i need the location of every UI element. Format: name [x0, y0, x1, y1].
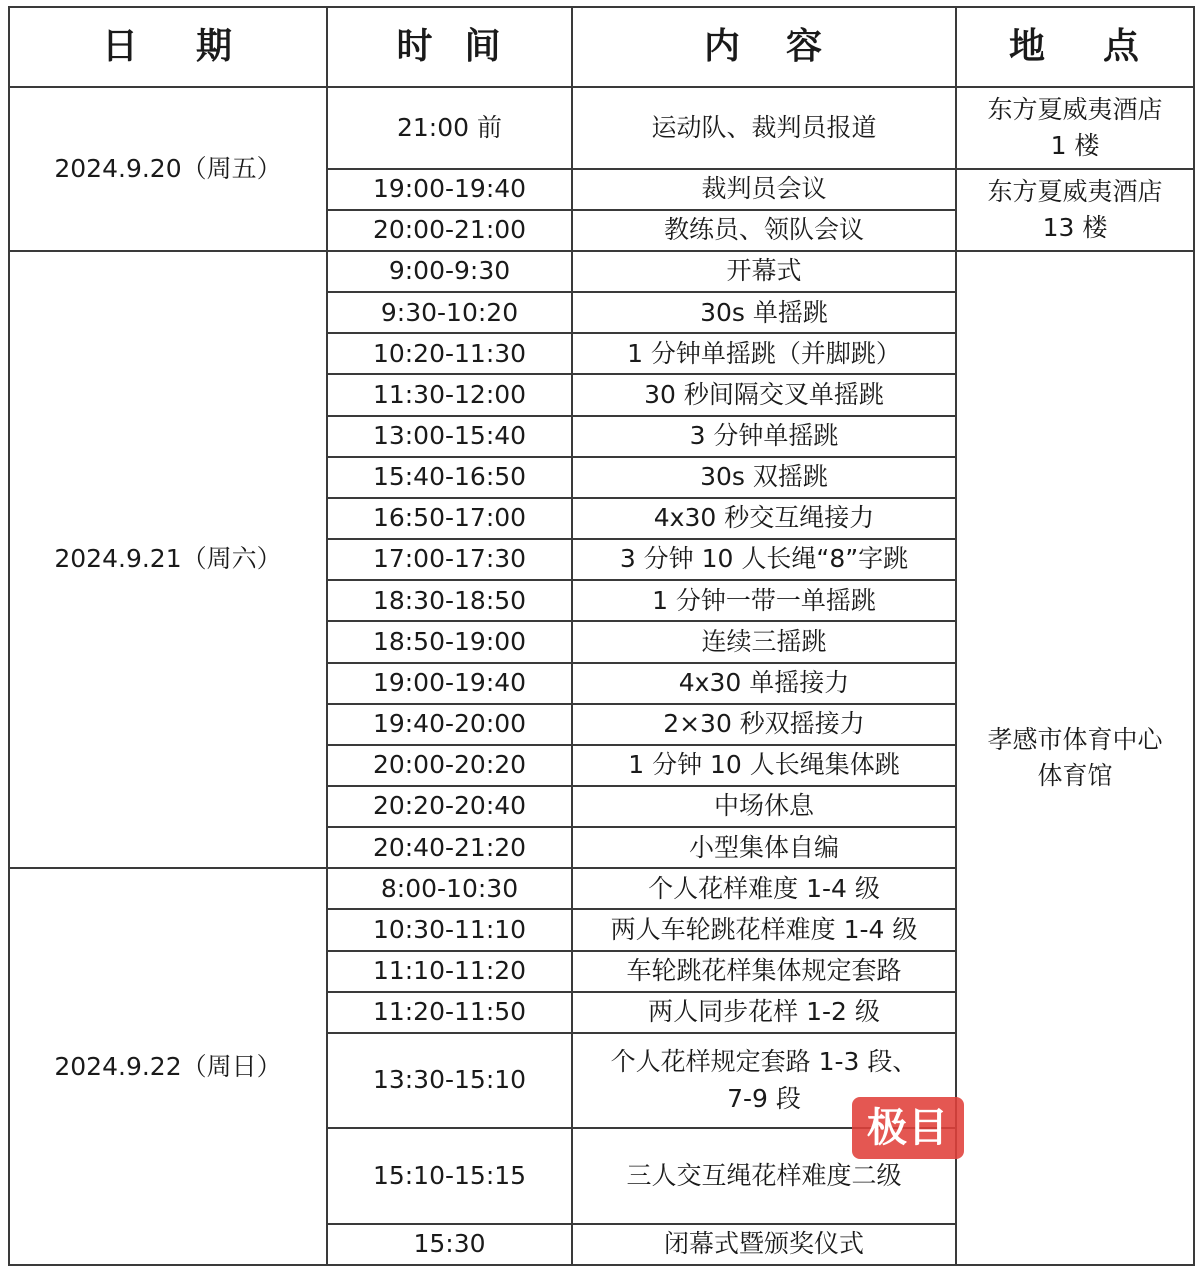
header-time: 时 间 — [327, 7, 572, 87]
time-cell: 20:00-21:00 — [327, 210, 572, 251]
content-cell: 中场休息 — [572, 786, 956, 827]
content-cell: 1 分钟单摇跳（并脚跳） — [572, 333, 956, 374]
content-cell: 裁判员会议 — [572, 169, 956, 210]
content-cell: 三人交互绳花样难度二级 — [572, 1128, 956, 1223]
time-cell: 18:50-19:00 — [327, 621, 572, 662]
time-cell: 17:00-17:30 — [327, 539, 572, 580]
time-cell: 15:10-15:15 — [327, 1128, 572, 1223]
header-date: 日 期 — [9, 7, 327, 87]
time-cell: 11:10-11:20 — [327, 951, 572, 992]
content-cell: 4x30 秒交互绳接力 — [572, 498, 956, 539]
header-place: 地 点 — [956, 7, 1194, 87]
content-cell: 个人花样规定套路 1-3 段、 7-9 段 — [572, 1033, 956, 1128]
header-content: 内 容 — [572, 7, 956, 87]
time-cell: 9:30-10:20 — [327, 292, 572, 333]
header-row — [9, 7, 1194, 87]
content-cell: 30 秒间隔交叉单摇跳 — [572, 374, 956, 415]
time-cell: 16:50-17:00 — [327, 498, 572, 539]
date-cell: 2024.9.20（周五） — [9, 87, 327, 251]
content-cell: 运动队、裁判员报道 — [572, 87, 956, 168]
time-cell: 19:40-20:00 — [327, 704, 572, 745]
content-cell: 4x30 单摇接力 — [572, 663, 956, 704]
table-row — [9, 251, 1194, 292]
time-cell: 8:00-10:30 — [327, 868, 572, 909]
time-cell: 9:00-9:30 — [327, 251, 572, 292]
content-cell: 2×30 秒双摇接力 — [572, 704, 956, 745]
content-cell: 1 分钟一带一单摇跳 — [572, 580, 956, 621]
content-cell: 30s 双摇跳 — [572, 457, 956, 498]
time-cell: 19:00-19:40 — [327, 663, 572, 704]
place-cell: 东方夏威夷酒店 13 楼 — [956, 169, 1194, 251]
content-cell: 两人车轮跳花样难度 1-4 级 — [572, 909, 956, 950]
schedule-table — [8, 6, 1195, 1266]
time-cell: 11:20-11:50 — [327, 992, 572, 1033]
table-row — [9, 87, 1194, 168]
content-cell: 个人花样难度 1-4 级 — [572, 868, 956, 909]
place-cell: 孝感市体育中心 体育馆 — [956, 251, 1194, 1265]
content-cell: 教练员、领队会议 — [572, 210, 956, 251]
content-cell: 1 分钟 10 人长绳集体跳 — [572, 745, 956, 786]
time-cell: 15:30 — [327, 1224, 572, 1265]
time-cell: 13:30-15:10 — [327, 1033, 572, 1128]
time-cell: 15:40-16:50 — [327, 457, 572, 498]
time-cell: 18:30-18:50 — [327, 580, 572, 621]
date-cell: 2024.9.21（周六） — [9, 251, 327, 868]
time-cell: 21:00 前 — [327, 87, 572, 168]
time-cell: 19:00-19:40 — [327, 169, 572, 210]
content-cell: 3 分钟单摇跳 — [572, 416, 956, 457]
content-cell: 闭幕式暨颁奖仪式 — [572, 1224, 956, 1265]
time-cell: 20:20-20:40 — [327, 786, 572, 827]
time-cell: 20:00-20:20 — [327, 745, 572, 786]
content-cell: 两人同步花样 1-2 级 — [572, 992, 956, 1033]
content-cell: 3 分钟 10 人长绳“8”字跳 — [572, 539, 956, 580]
content-cell: 车轮跳花样集体规定套路 — [572, 951, 956, 992]
content-cell: 30s 单摇跳 — [572, 292, 956, 333]
watermark-logo: 极目 — [852, 1097, 964, 1159]
time-cell: 13:00-15:40 — [327, 416, 572, 457]
content-cell: 开幕式 — [572, 251, 956, 292]
date-cell: 2024.9.22（周日） — [9, 868, 327, 1265]
place-cell: 东方夏威夷酒店 1 楼 — [956, 87, 1194, 168]
content-cell: 小型集体自编 — [572, 827, 956, 868]
time-cell: 20:40-21:20 — [327, 827, 572, 868]
time-cell: 10:30-11:10 — [327, 909, 572, 950]
time-cell: 10:20-11:30 — [327, 333, 572, 374]
time-cell: 11:30-12:00 — [327, 374, 572, 415]
content-cell: 连续三摇跳 — [572, 621, 956, 662]
